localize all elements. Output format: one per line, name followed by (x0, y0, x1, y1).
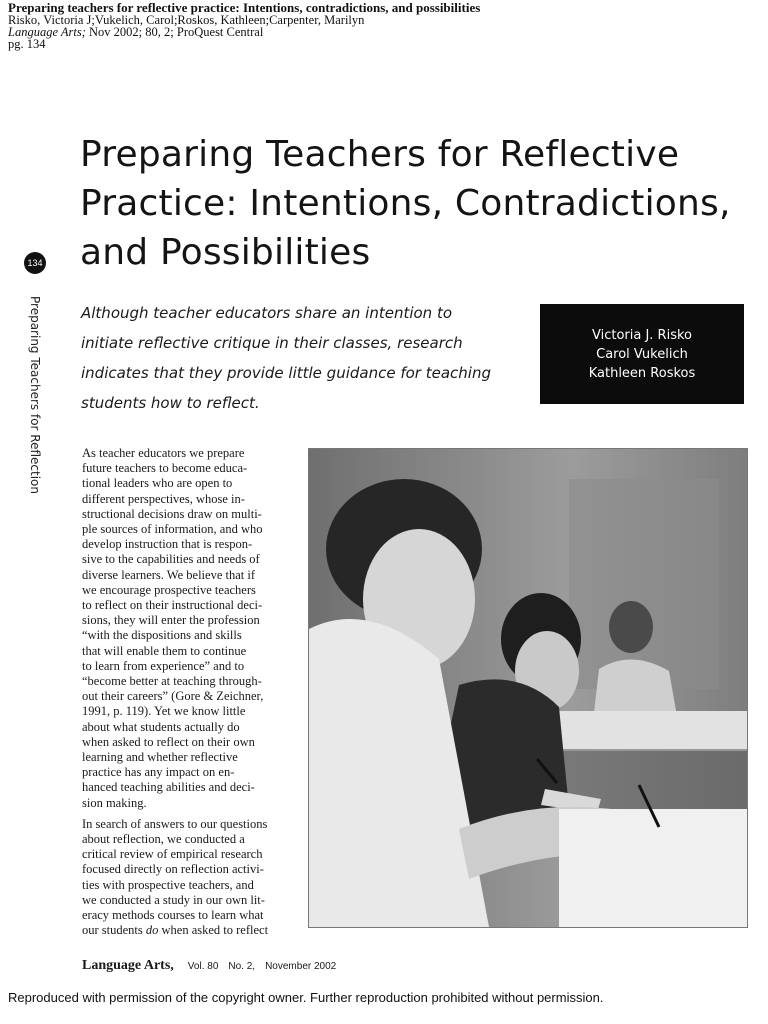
body-line: critical review of empirical research (82, 847, 263, 862)
author-box (540, 304, 744, 404)
photo-illustration (309, 449, 747, 927)
page-number-badge: 134 (24, 252, 46, 274)
body-line: different perspectives, whose in- (82, 491, 245, 506)
body-line: we encourage prospective teachers (82, 582, 256, 597)
body-line: to reflect on their instructional deci- (82, 598, 263, 613)
body-line: ple sources of information, and who (82, 522, 263, 537)
citation-header (8, 2, 480, 50)
author-name: Victoria J. Risko (591, 328, 692, 343)
body-line: that will enable them to continue (82, 643, 247, 658)
article-title (80, 130, 760, 277)
citation-authors: Risko, Victoria J;Vukelich, Carol;Roskos, Kathleen;Carpenter, Marilyn (8, 13, 365, 27)
author-name: Kathleen Roskos (588, 366, 696, 381)
body-line: to learn from experience” and to (82, 658, 245, 673)
citation-title: Preparing teachers for reflective practice: Intentions, contradictions, and possibilities (8, 0, 481, 15)
body-line: diverse learners. We believe that if (82, 567, 255, 582)
copyright-notice: Reproduced with permission of the copyright owner. Further reproduction prohibited without permission. (8, 990, 604, 1005)
article-deck (81, 298, 501, 418)
body-line: practice has any impact on en- (82, 765, 235, 780)
body-line: out their careers” (Gore & Zeichner, (82, 689, 264, 704)
body-text-run: when asked to reflect (158, 923, 269, 938)
body-line: eracy methods courses to learn what (82, 908, 264, 923)
body-line: 1991, p. 119). Yet we know little (82, 704, 246, 719)
deck-line: indicates that they provide little guidance for teaching (81, 364, 491, 382)
body-line: tional leaders who are open to (82, 476, 233, 491)
body-line: sive to the capabilities and needs of (82, 552, 260, 567)
deck-line: initiate reflective critique in their classes, research (81, 334, 463, 352)
body-line: sions, they will enter the profession (82, 613, 260, 628)
title-line: Preparing Teachers for Reflective (80, 134, 680, 175)
body-line: about reflection, we conducted a (82, 832, 245, 847)
footer-journal: Language Arts, (82, 958, 174, 973)
body-line: future teachers to become educa- (82, 461, 248, 476)
citation-issue: Nov 2002; 80, 2; ProQuest Central (85, 25, 264, 39)
body-line: “with the dispositions and skills (82, 628, 242, 643)
body-line: we conducted a study in our own lit- (82, 892, 265, 907)
title-line: Practice: Intentions, Contradictions, (80, 183, 731, 224)
body-line: learning and whether reflective (82, 750, 238, 765)
body-line: about what students actually do (82, 719, 240, 734)
body-italic-run: do (145, 923, 159, 938)
body-line: focused directly on reflection activi- (82, 862, 264, 877)
body-line: develop instruction that is respon- (82, 537, 253, 552)
running-head: Preparing Teachers for Reflection (28, 296, 42, 494)
author-name: Carol Vukelich (596, 347, 688, 362)
body-line: As teacher educators we prepare (82, 446, 245, 460)
article-body (82, 446, 290, 945)
body-line: “become better at teaching through- (82, 674, 262, 689)
body-line: when asked to reflect on their own (82, 734, 255, 749)
body-line (82, 923, 268, 937)
body-line: structional decisions draw on multi- (82, 506, 262, 521)
classroom-photo (308, 448, 748, 928)
body-line: sion making. (82, 795, 147, 810)
deck-line: students how to reflect. (81, 394, 260, 412)
citation-page: pg. 134 (8, 37, 46, 51)
citation-journal: Language Arts; (8, 25, 86, 39)
footer-number: No. 2, (228, 961, 256, 972)
deck-line: Although teacher educators share an intention to (81, 304, 453, 322)
footer-date: November 2002 (265, 961, 337, 972)
body-paragraph-1 (82, 446, 290, 811)
title-line: and Possibilities (80, 232, 371, 273)
body-line: hanced teaching abilities and deci- (82, 780, 255, 795)
body-line: ties with prospective teachers, and (82, 877, 254, 892)
body-paragraph-2 (82, 817, 290, 939)
citation-source (8, 26, 480, 38)
body-line: In search of answers to our questions (82, 816, 268, 831)
page-footer (82, 956, 342, 974)
footer-volume: Vol. 80 (187, 961, 219, 972)
body-text-run: our students (82, 923, 146, 938)
